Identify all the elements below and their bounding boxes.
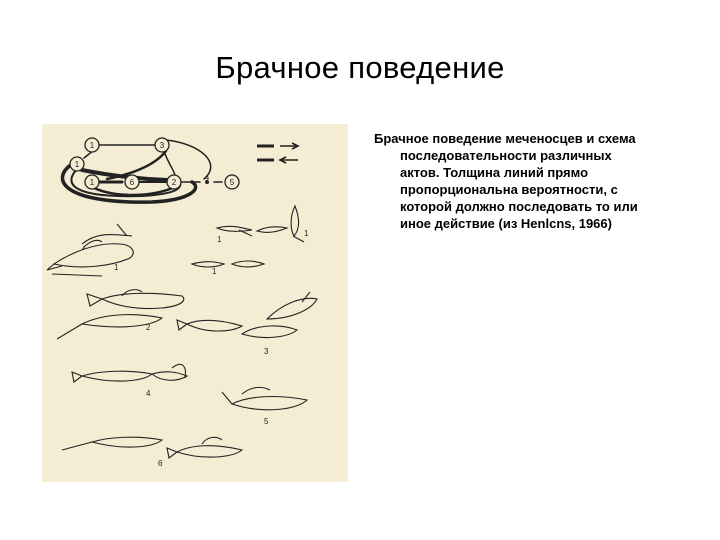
panel-label: 6 [158, 459, 163, 468]
figure-illustration [42, 124, 348, 482]
caption-line: иное действие (из Henlcns, 1966) [400, 216, 612, 231]
caption-line: Брачное поведение меченосцев и схема [374, 131, 636, 146]
caption-line: последовательности различных [400, 148, 612, 163]
node-label: 5 [229, 178, 235, 187]
behavior-diagram [42, 124, 348, 482]
panel-label: 1 [304, 229, 309, 238]
node-label: 4 [204, 173, 210, 182]
node-label: 1 [89, 178, 95, 187]
legend-arrows [257, 143, 298, 163]
caption-line: пропорциональна вероятности, с [400, 182, 618, 197]
node-label: 6 [129, 178, 135, 187]
small-fish [192, 206, 304, 267]
caption-line: актов. Толщина линий прямо [400, 165, 589, 180]
panel-label: 1 [217, 235, 222, 244]
node-label: 1 [74, 160, 80, 169]
panel-label: 5 [264, 417, 269, 426]
panel-label: 4 [146, 389, 151, 398]
panel-label: 3 [264, 347, 269, 356]
caption-line: которой должно последовать то или [400, 199, 638, 214]
node-label: 1 [89, 141, 95, 150]
node-label: 2 [171, 178, 177, 187]
panel-label: 1 [212, 267, 217, 276]
panel-label: 1 [114, 263, 119, 272]
slide-title: Брачное поведение [215, 50, 505, 85]
fish-drawings [47, 224, 317, 458]
node-label: 3 [159, 141, 165, 150]
panel-label: 2 [146, 323, 151, 332]
figure-caption [374, 130, 694, 232]
